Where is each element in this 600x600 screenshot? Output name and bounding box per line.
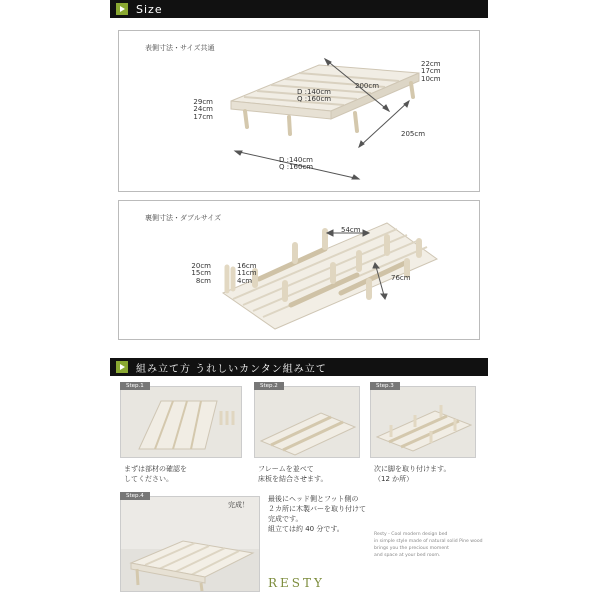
back-dimensions-panel	[118, 200, 480, 340]
length-top-label: 200cm	[355, 82, 380, 90]
span-right-label: 76cm	[391, 274, 411, 282]
front-dimensions-panel	[118, 30, 480, 192]
step-4-illustration	[121, 497, 260, 592]
length-right-label: 205cm	[401, 130, 426, 138]
step-1-photo	[120, 386, 242, 458]
step-1-text: まずは部材の確認を してください。	[124, 465, 187, 484]
step-2-illustration	[255, 387, 360, 458]
play-icon	[116, 3, 128, 15]
brand-tagline: Resty - Cool modern design bed in simple style made of natural solid Pine wood brings you the precious moment and space at your bed room.	[374, 532, 483, 559]
step-4-text: 最後にヘッド側とフット側の ２カ所に木製バーを取り付けて 完成です。 組立ては約 40 分です。	[268, 495, 366, 534]
legs-left-label: 20cm 15cm 8cm	[191, 262, 211, 285]
heights-left-label: 29cm 24cm 17cm	[193, 98, 213, 121]
step-3-text: 次に脚を取り付けます。 （12 か所）	[374, 465, 451, 484]
width-bottom-label: D :140cm Q :160cm	[279, 156, 314, 172]
step-1-badge: Step.1	[120, 382, 150, 390]
step-2-badge: Step.2	[254, 382, 284, 390]
width-top-label: D :140cm Q :160cm	[297, 88, 332, 104]
step-3-photo	[370, 386, 476, 458]
heights-right-label: 22cm 17cm 10cm	[421, 60, 441, 83]
back-dimensions-caption: 裏側寸法・ダブルサイズ	[145, 214, 222, 222]
step-4-photo	[120, 496, 260, 592]
step-2-photo	[254, 386, 360, 458]
brand-logo: RESTY	[268, 576, 325, 590]
step-4-done-label: 完成！	[228, 501, 249, 509]
step-2-text: フレームを並べて 床板を結合させます。	[258, 465, 328, 484]
step-3-illustration	[371, 387, 476, 458]
legs-inner-label: 16cm 11cm 4cm	[237, 262, 257, 285]
step-1-illustration	[121, 387, 242, 458]
step-4-badge: Step.4	[120, 492, 150, 500]
bed-back-diagram	[119, 201, 481, 341]
assembly-section-title: 組み立て方 うれしいカンタン組み立て	[136, 363, 327, 375]
span-top-label: 54cm	[341, 226, 361, 234]
size-section-header	[110, 0, 488, 18]
assembly-section-header	[110, 358, 488, 376]
size-section-title: Size	[136, 2, 163, 16]
front-dimensions-caption: 表側寸法・サイズ共通	[145, 44, 215, 52]
play-icon	[116, 361, 128, 373]
step-3-badge: Step.3	[370, 382, 400, 390]
